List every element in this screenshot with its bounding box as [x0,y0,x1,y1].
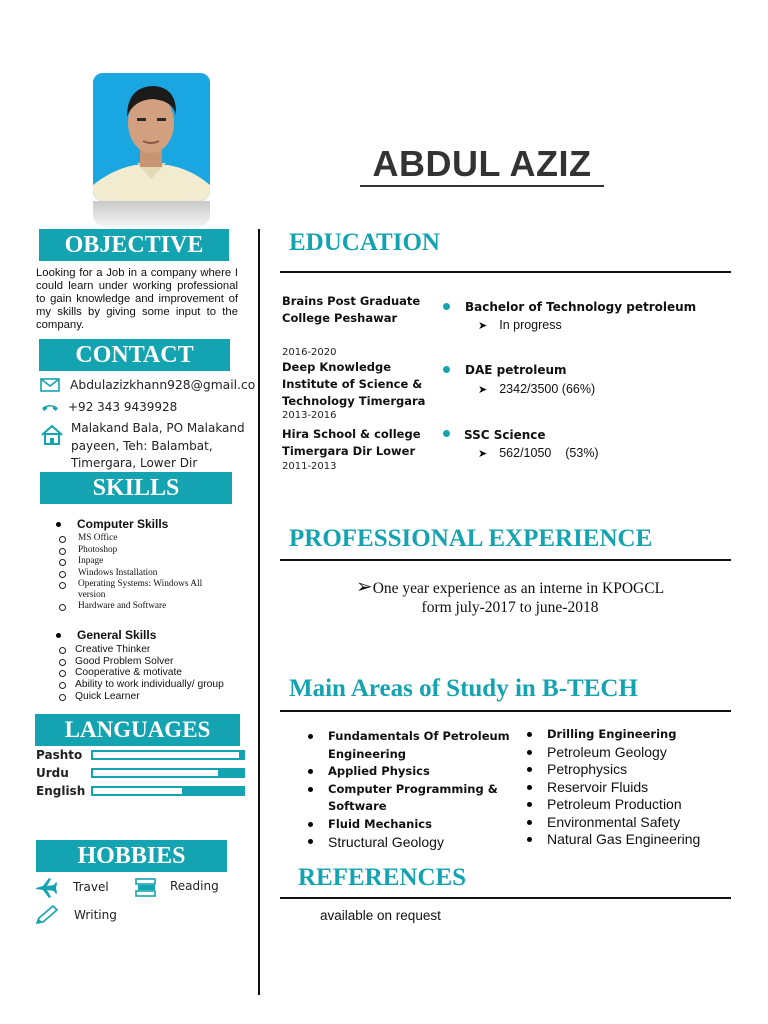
study-heading: Main Areas of Study in B-TECH [289,675,638,702]
languages-heading: LANGUAGES [35,714,240,746]
computer-skills-title: Computer Skills [56,517,246,531]
study-rule [280,710,731,712]
contact-address-line: payeen, Teh: Balambat, [71,438,213,453]
list-item: Applied Physics [304,763,514,781]
objective-heading: OBJECTIVE [39,229,229,261]
education-year: 2016-2020 [282,347,337,358]
hobby-label-reading: Reading [170,879,219,893]
list-item: Operating Systems: Windows All [56,579,246,591]
degree-bullet [443,303,450,310]
language-level-fill [93,788,182,794]
list-item: Petrophysics [523,761,733,779]
language-level-bar [91,768,245,778]
computer-skills [56,517,246,613]
contact-phone-row [40,400,250,420]
contact-address-line: Malakand Bala, PO Malakand [71,421,245,435]
list-item: Petroleum Geology [523,744,733,762]
references-heading: REFERENCES [298,864,467,891]
phone-icon [40,400,64,418]
profile-photo [93,73,210,201]
degree-detail: ➤ 2342/3500 (66%) [478,382,596,396]
list-item: Cooperative & motivate [56,667,256,679]
list-item: Environmental Safety [523,814,733,832]
list-item: Ability to work individually/ group [56,679,256,691]
hobbies-heading: HOBBIES [36,840,227,872]
education-entry-3 [282,426,432,460]
degree-detail: ➤ In progress [478,318,562,332]
contact-phone[interactable]: +92 343 9439928 [68,400,178,414]
language-level-fill [93,752,239,758]
degree-bullet [443,430,450,437]
education-year: 2013-2016 [282,410,337,421]
list-item: Photoshop [56,545,246,557]
experience-text [290,578,730,617]
education-year: 2011-2013 [282,461,337,472]
hobbies-list [34,876,254,936]
degree-title: Bachelor of Technology petroleum [465,300,697,314]
general-skills-title: General Skills [56,628,256,642]
education-rule [280,271,731,273]
education-institution: Brains Post Graduate [282,294,421,308]
degree-title: DAE petroleum [465,363,567,377]
list-item: Windows Installation [56,568,246,580]
language-label: English [36,784,86,798]
degree-detail: ➤ 562/1050 (53%) [478,446,599,460]
column-divider [258,229,260,995]
list-item: Fluid Mechanics [304,816,514,834]
language-row-english [36,783,91,799]
experience-rule [280,559,731,561]
education-entry-2 [282,359,432,410]
list-item: Good Problem Solver [56,656,256,668]
list-item: Fundamentals Of Petroleum Engineering [304,728,514,763]
arrow-icon: ➢ [355,576,373,598]
candidate-name: ABDUL AZIZ [360,143,604,187]
contact-block [40,378,256,473]
study-list-right [523,726,733,849]
language-level-fill [93,770,218,776]
objective-text: Looking for a Job in a company where I could learn under working professional to gain knowledge and improvement of my skills by giving some input to the company. [36,267,238,331]
hobby-label-writing: Writing [74,908,117,922]
references-text: available on request [320,908,441,923]
education-entry-1 [282,293,432,327]
language-label: Urdu [36,766,69,780]
list-item: Computer Programming & Software [304,781,514,816]
language-level-bar [91,750,245,760]
language-row-urdu [36,765,91,781]
general-skills [56,628,256,703]
degree-title: SSC Science [464,428,546,442]
list-item: Structural Geology [304,833,514,851]
person-portrait [93,73,210,201]
list-item: MS Office [56,533,246,545]
education-institution: Deep Knowledge [282,360,392,374]
list-item: Creative Thinker [56,644,256,656]
language-label: Pashto [36,748,83,762]
pencil-icon [34,904,60,931]
experience-line: form july-2017 to june-2018 [421,599,599,616]
contact-address-row [40,420,250,473]
general-skills-list [56,644,256,703]
mail-icon [40,378,60,396]
list-item: Natural Gas Engineering [523,831,733,849]
list-item: Drilling Engineering [523,726,733,744]
education-institution: Technology Timergara [282,394,426,408]
contact-email-row [40,378,256,400]
degree-bullet [443,366,450,373]
language-row-pashto [36,747,91,763]
list-item: Quick Learner [56,691,256,703]
experience-heading: PROFESSIONAL EXPERIENCE [289,525,653,552]
hobby-label-travel: Travel [73,880,109,894]
study-list-left [304,728,514,851]
photo-reflection [93,201,210,227]
contact-address-line: Timergara, Lower Dir [71,456,198,470]
contact-email[interactable]: Abdulazizkhann928@gmail.co [70,378,256,392]
home-icon [40,420,64,456]
education-institution: Hira School & college [282,427,421,441]
list-item-continuation: version [78,589,106,600]
skills-heading: SKILLS [40,472,232,504]
experience-line: One year experience as an interne in KPOGCL [372,580,665,597]
list-item: Inpage [56,556,246,568]
language-level-bar [91,786,245,796]
airplane-icon [34,876,58,903]
books-icon [134,876,158,903]
education-institution: College Peshawar [282,311,398,325]
education-institution: Institute of Science & [282,377,423,391]
contact-heading: CONTACT [39,339,230,371]
education-institution: Timergara Dir Lower [282,444,416,458]
references-rule [280,897,731,899]
list-item: Reservoir Fluids [523,779,733,797]
education-heading: EDUCATION [289,229,440,256]
list-item: Hardware and Software [56,601,246,613]
list-item: Petroleum Production [523,796,733,814]
computer-skills-list [56,533,246,613]
